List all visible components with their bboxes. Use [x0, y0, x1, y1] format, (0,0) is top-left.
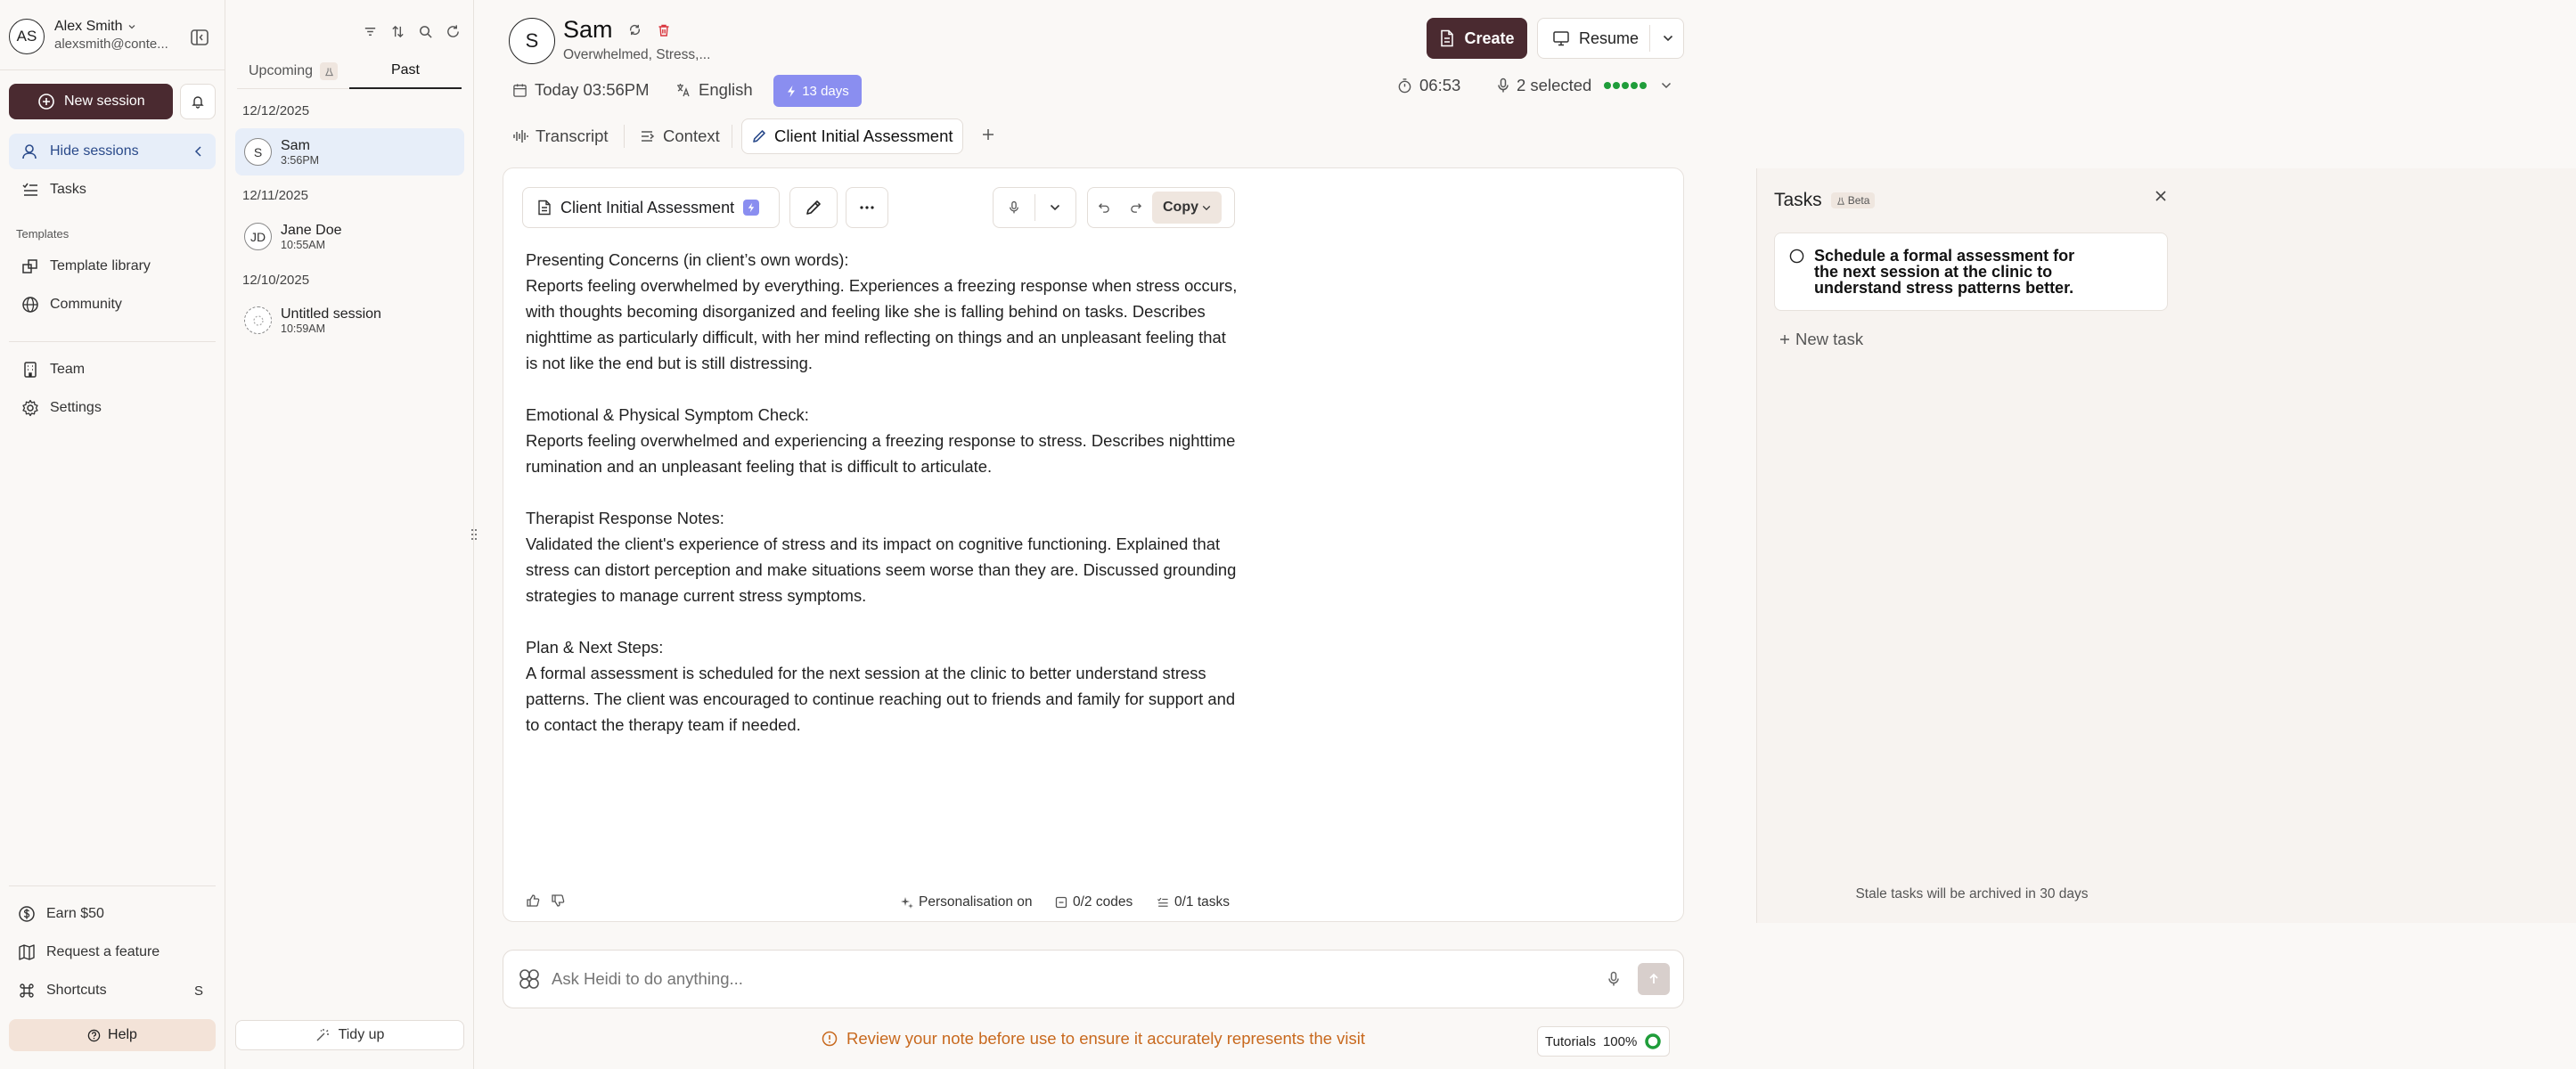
globe-icon [21, 296, 39, 314]
building-icon [21, 361, 39, 379]
patient-name[interactable]: Sam [563, 16, 613, 43]
sidebar-item-label: Hide sessions [50, 143, 139, 159]
audio-level-dot [1640, 82, 1647, 89]
session-time: 10:55AM [281, 238, 326, 251]
audio-level-dot [1631, 82, 1638, 89]
earn-referral-link[interactable] [5, 896, 216, 932]
mic-selected-label: 2 selected [1517, 76, 1592, 94]
calendar-icon [512, 83, 527, 98]
tutorials-button[interactable] [1537, 1026, 1670, 1057]
session-date-label: 12/10/2025 [242, 273, 310, 288]
waveform-icon [512, 128, 528, 144]
user-avatar[interactable]: AS [9, 19, 45, 54]
search-icon[interactable] [418, 24, 433, 39]
help-button[interactable] [9, 1019, 216, 1051]
task-item[interactable] [1774, 233, 2168, 311]
collapse-sidebar-icon[interactable] [190, 28, 209, 47]
divider [1649, 25, 1650, 52]
session-avatar: S [244, 138, 272, 166]
user-icon [21, 143, 39, 160]
template-selector[interactable] [522, 187, 780, 228]
code-box-icon [1055, 896, 1067, 909]
session-name: Jane Doe [281, 222, 342, 238]
patient-subtitle: Overwhelmed, Stress,... [563, 47, 711, 62]
alert-circle-icon [822, 1031, 838, 1047]
session-date-label: 12/12/2025 [242, 103, 310, 118]
divider [9, 341, 216, 342]
tab-label: Client Initial Assessment [774, 126, 953, 145]
beta-flask-icon [320, 62, 338, 80]
question-circle-icon [87, 1029, 101, 1042]
sidebar-item-settings[interactable] [9, 390, 216, 426]
sparkle-icon [901, 896, 913, 909]
note-spacer [526, 608, 1239, 634]
divider [0, 69, 225, 70]
patient-title-row [563, 16, 671, 44]
beta-label: Beta [1847, 194, 1870, 207]
resume-label: Resume [1579, 29, 1640, 47]
task-text: Schedule a formal assessment for the next session at the clinic to understand stress patterns better. [1814, 247, 2075, 297]
user-name: Alex Smith [54, 19, 123, 34]
more-options-button[interactable] [846, 187, 888, 228]
edit-template-button[interactable] [789, 187, 838, 228]
session-item[interactable] [235, 213, 464, 260]
chevron-down-icon [1202, 205, 1211, 211]
user-email: alexsmith@conte... [54, 37, 168, 52]
new-session-label: New session [64, 94, 145, 109]
filter-icon[interactable] [363, 24, 378, 39]
tutorials-label: Tutorials [1545, 1033, 1596, 1049]
note-heading: Presenting Concerns (in client’s own words): [526, 250, 849, 269]
codes-label: 0/2 codes [1073, 894, 1133, 910]
pencil-icon [805, 199, 822, 216]
session-date-label: 12/11/2025 [242, 188, 308, 203]
personalisation-label: Personalisation on [919, 894, 1033, 910]
pencil-icon [751, 128, 767, 144]
ask-heidi-bar [503, 950, 1684, 1008]
resize-handle-icon[interactable] [470, 527, 478, 542]
tasks-count-label: 0/1 tasks [1174, 894, 1231, 910]
review-warning [822, 1029, 1365, 1049]
session-item[interactable] [235, 297, 464, 344]
plus-circle-icon [37, 93, 55, 110]
sidebar-item-label: Settings [50, 400, 102, 415]
sessions-tabs [237, 59, 462, 89]
stopwatch-icon [1397, 78, 1412, 94]
sidebar-item-label: Template library [50, 258, 151, 273]
progress-ring-icon [1644, 1032, 1662, 1050]
microphone-icon[interactable] [994, 200, 1034, 215]
tab-upcoming[interactable] [237, 62, 349, 80]
tidy-up-button[interactable] [235, 1020, 464, 1050]
shortcuts-link[interactable] [5, 973, 216, 1008]
sidebar-item-tasks[interactable] [9, 172, 216, 208]
tab-context[interactable] [640, 118, 720, 154]
note-spacer [526, 376, 1239, 402]
chevron-down-icon[interactable] [1034, 204, 1075, 211]
user-menu[interactable] [54, 19, 168, 52]
list-check-icon [1157, 896, 1169, 909]
note-spacer [526, 479, 1239, 505]
screen-share-icon [1552, 30, 1570, 46]
note-paragraph: Reports feeling overwhelmed by everything. Experiences a freezing response when stress occurs, with thoughts becoming disorganized and feeling like she is falling behind on tasks. Describes nighttime as particularly difficult, with her mind reflecting on things and an unpleasant feeling that is not like the end but is still distressing. [526, 276, 1238, 372]
sidebar-item-hide-sessions[interactable] [9, 134, 216, 169]
new-session-button[interactable] [9, 84, 173, 119]
notifications-button[interactable] [180, 84, 216, 119]
sessions-panel [226, 0, 474, 1069]
sidebar-item-community[interactable] [9, 287, 216, 322]
new-task-button[interactable] [1779, 330, 1863, 349]
swap-patient-icon[interactable] [627, 22, 642, 37]
tab-client-initial-assessment[interactable] [741, 118, 963, 154]
plus-icon [1779, 334, 1790, 345]
note-heading: Plan & Next Steps: [526, 638, 664, 657]
audio-level-dot [1622, 82, 1629, 89]
divider [9, 885, 216, 886]
sidebar-item-team[interactable] [9, 352, 216, 388]
session-date: Today 03:56PM [535, 80, 650, 99]
timer-value: 06:53 [1419, 76, 1461, 94]
note-editor [503, 167, 2089, 922]
note-paragraph: A formal assessment is scheduled for the next session at the clinic to better understand stress patterns. The client was encouraged to continue reaching out to friends and family for support and to contact the therapy team if needed. [526, 664, 1236, 734]
stale-tasks-note: Stale tasks will be archived in 30 days [1855, 886, 2089, 902]
document-icon [537, 200, 552, 216]
sidebar-item-template-library[interactable] [9, 249, 216, 284]
review-warning-text: Review your note before use to ensure it accurately represents the visit [846, 1029, 1366, 1048]
sidebar-item-label: Team [50, 362, 86, 377]
lightning-icon [743, 200, 759, 216]
tab-label: Past [390, 62, 420, 78]
copy-button[interactable] [1152, 192, 1222, 224]
template-icon [21, 257, 39, 275]
tab-label: Transcript [536, 126, 609, 145]
microphone-icon[interactable] [1607, 971, 1620, 987]
thumbs-up-icon[interactable] [526, 894, 540, 908]
gear-icon [21, 399, 39, 417]
microphone-icon [1497, 78, 1509, 94]
templates-section-label: Templates [16, 227, 70, 241]
arrow-up-icon [1648, 973, 1660, 985]
session-name: Untitled session [281, 306, 381, 322]
redo-icon[interactable] [1120, 202, 1152, 213]
task-checkbox[interactable] [1789, 249, 1804, 264]
tasks-panel [1756, 168, 2576, 923]
session-item[interactable] [235, 128, 464, 175]
session-time: 3:56PM [281, 153, 320, 167]
session-date-picker[interactable] [512, 80, 650, 100]
undo-icon[interactable] [1088, 202, 1120, 213]
command-key-icon [18, 982, 36, 1000]
sort-icon[interactable] [390, 24, 405, 39]
flask-icon [1836, 196, 1845, 206]
audio-level-meter [1604, 82, 1647, 89]
tasks-title: Tasks [1774, 190, 1822, 210]
request-feature-link[interactable] [5, 934, 216, 970]
create-label: Create [1464, 29, 1515, 47]
codes-counter[interactable] [1055, 894, 1133, 910]
note-paragraph: Validated the client's experience of stress and its impact on cognitive functioning. Explained that stress can distort perception and make situations seem worse than they are. Discussed grounding strategies to manage current stress symptoms. [526, 534, 1237, 605]
feedback-buttons [526, 894, 565, 908]
sidebar-item-label: Tasks [50, 182, 86, 197]
tutorials-progress: 100% [1602, 1033, 1638, 1049]
ai-assistant-icon [518, 967, 541, 991]
note-heading: Emotional & Physical Symptom Check: [526, 405, 809, 424]
sidebar-item-label: Request a feature [46, 944, 160, 959]
add-tab-icon[interactable] [980, 126, 996, 143]
divider [624, 125, 625, 148]
tab-label: Context [663, 126, 720, 145]
note-paragraph: Reports feeling overwhelmed and experiencing a freezing response to stress. Describes nighttime rumination and an unpleasant feeling that is difficult to articulate. [526, 431, 1236, 476]
dictation-controls [993, 187, 1076, 228]
lightning-icon [786, 85, 797, 98]
document-icon [1439, 29, 1455, 47]
tab-label: Upcoming [248, 63, 314, 78]
bell-icon [191, 94, 205, 109]
sidebar-item-label: Earn $50 [46, 906, 104, 921]
note-body[interactable] [526, 247, 1239, 738]
list-check-icon [21, 181, 39, 199]
new-task-label: New task [1795, 330, 1864, 348]
language-label: English [699, 80, 753, 99]
sidebar-item-label: Shortcuts [46, 983, 107, 998]
shortcut-key-hint: S [193, 983, 203, 999]
template-name: Client Initial Assessment [560, 198, 735, 216]
sessions-toolbar [363, 24, 461, 39]
session-avatar: JD [244, 223, 272, 250]
tasks-counter[interactable] [1157, 894, 1230, 910]
sidebar [0, 0, 225, 1069]
tidy-up-label: Tidy up [338, 1027, 385, 1042]
chevron-left-icon [194, 146, 203, 157]
send-button[interactable] [1638, 963, 1670, 995]
context-icon [640, 128, 656, 144]
resume-button[interactable] [1537, 18, 1684, 59]
more-horizontal-icon [859, 206, 875, 209]
edit-actions-group [1087, 187, 1235, 228]
sidebar-item-label: Community [50, 297, 122, 312]
help-label: Help [108, 1027, 137, 1042]
session-name: Sam [281, 137, 310, 153]
tab-past[interactable] [349, 62, 462, 89]
create-button[interactable] [1427, 18, 1527, 59]
days-label: 13 days [802, 83, 849, 99]
dollar-circle-icon [18, 905, 36, 923]
magic-wand-icon [315, 1028, 330, 1042]
chevron-down-icon[interactable] [1663, 35, 1673, 42]
refresh-icon[interactable] [446, 24, 461, 39]
map-icon [18, 943, 36, 961]
session-timer [1397, 76, 1460, 95]
thumbs-down-icon[interactable] [551, 894, 565, 908]
tasks-header [1774, 190, 1875, 211]
audio-level-dot [1613, 82, 1620, 89]
microphone-selector[interactable] [1497, 76, 1672, 95]
ask-input[interactable] [552, 969, 1532, 989]
days-badge[interactable] [773, 75, 862, 107]
patient-avatar: S [509, 18, 555, 64]
session-placeholder-avatar [244, 306, 272, 334]
trash-icon[interactable] [657, 23, 671, 37]
translate-icon [675, 82, 691, 98]
close-icon[interactable] [2154, 189, 2168, 203]
copy-label: Copy [1163, 200, 1198, 215]
tab-transcript[interactable] [512, 118, 609, 154]
chevron-down-icon [1661, 82, 1672, 89]
personalisation-toggle[interactable] [901, 894, 1033, 910]
beta-badge [1831, 192, 1876, 208]
language-selector[interactable] [675, 80, 753, 100]
chevron-down-icon [127, 22, 136, 31]
note-heading: Therapist Response Notes: [526, 509, 724, 527]
audio-level-dot [1604, 82, 1611, 89]
session-time: 10:59AM [281, 322, 326, 335]
